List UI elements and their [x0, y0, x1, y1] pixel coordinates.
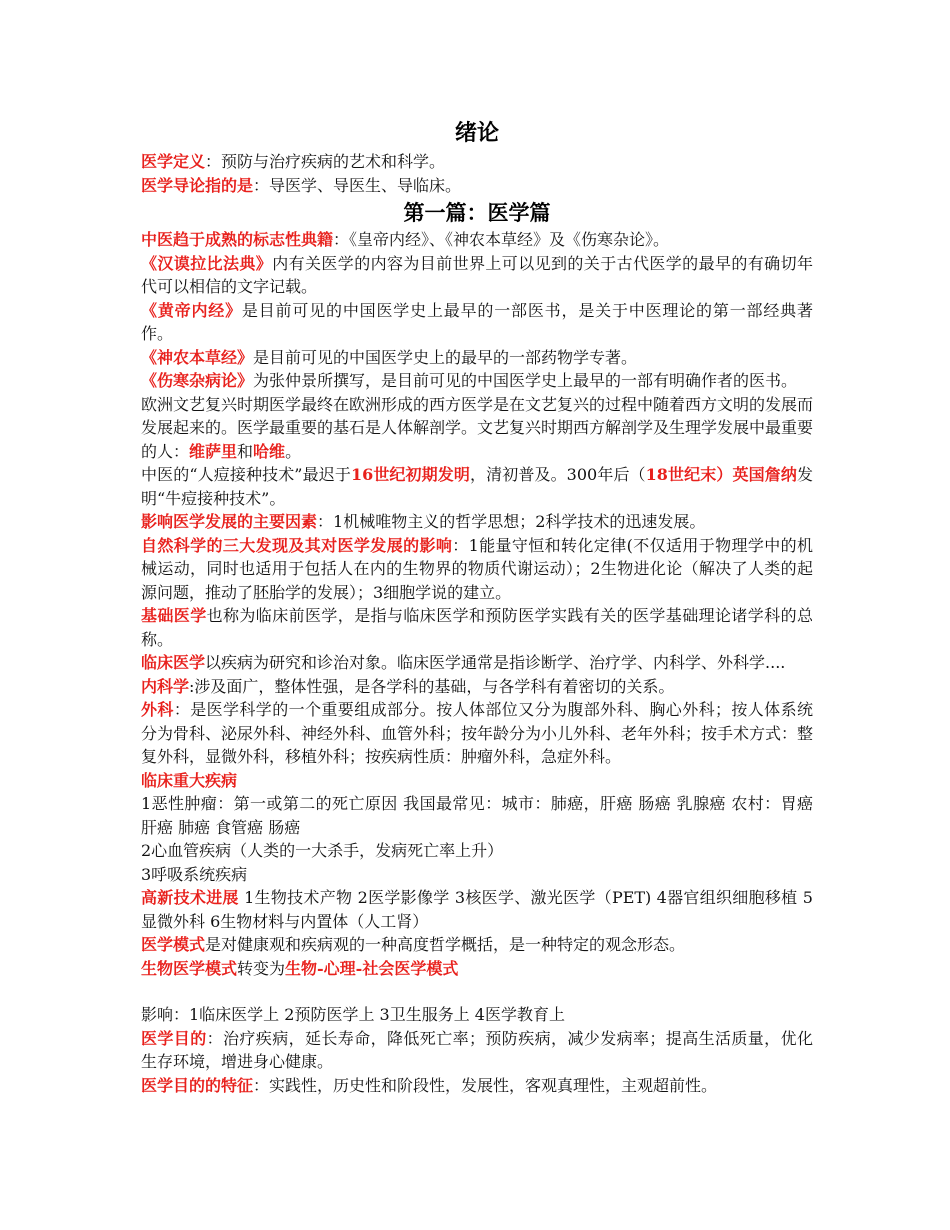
- paragraph: 影响：1临床医学上 2预防医学上 3卫生服务上 4医学教育上: [141, 1005, 565, 1024]
- term-label: 高新技术进展: [141, 888, 239, 907]
- paragraph: 《黄帝内经》是目前可见的中国医学史上最早的一部医书，是关于中医理论的第一部经典著作。: [141, 300, 813, 343]
- term-label: 《神农本草经》: [141, 347, 254, 367]
- highlight: 16世纪初期发明: [350, 465, 470, 484]
- paragraph: 临床医学以疾病为研究和诊治对象。临床医学通常是指诊断学、治疗学、内科学、外科学....: [141, 653, 786, 672]
- paragraph: 《伤寒杂病论》为张仲景所撰写，是目前可见的中国医学史上最早的一部有明确作者的医书。: [141, 371, 798, 390]
- term-label: 生物-心理-社会医学模式: [285, 958, 459, 978]
- paragraph: 3呼吸系统疾病: [141, 864, 248, 884]
- paragraph: 基础医学也称为临床前医学，是指与临床医学和预防医学实践有关的医学基础理论诸学科的总称。: [141, 606, 813, 649]
- paragraph: 中医趋于成熟的标志性典籍：《皇帝内经》、《神农本草经》及《伤寒杂论》。: [141, 230, 670, 249]
- term-label: 临床重大疾病: [141, 770, 238, 790]
- term-label: 内科学: [141, 676, 190, 696]
- term-label: 生物医学模式: [141, 958, 238, 978]
- paragraph: 2心血管疾病（人类的一大杀手，发病死亡率上升）: [141, 841, 504, 860]
- term-label: 外科: [141, 700, 174, 719]
- paragraph: 影响医学发展的主要因素：1机械唯物主义的哲学思想；2科学技术的迅速发展。: [141, 512, 706, 531]
- highlight: 维萨里: [189, 441, 238, 461]
- paragraph: 生物医学模式转变为生物-心理-社会医学模式: [141, 958, 459, 978]
- section-title: 第一篇：医学篇: [403, 200, 551, 225]
- term-label: 基础医学: [141, 606, 207, 625]
- document-page: [141, 110, 813, 1097]
- paragraph: 医学模式是对健康观和疾病观的一种高度哲学概括，是一种特定的观念形态。: [141, 935, 686, 954]
- term-label: 自然科学的三大发现及其对医学发展的影响: [141, 535, 453, 555]
- medicine-definition: 医学定义：预防与治疗疾病的艺术和科学。: [141, 152, 446, 171]
- paragraph: 医学目的：治疗疾病，延长寿命，降低死亡率；预防疾病，减少发病率；提高生活质量，优化生存环境，增进身心健康。: [141, 1028, 813, 1071]
- medicine-intro: 医学导论指的是：导医学、导医生、导临床。: [141, 175, 462, 195]
- paragraph: 医学目的的特征：实践性，历史性和阶段性，发展性，客观真理性，主观超前性。: [141, 1075, 718, 1095]
- paragraph: 1恶性肿瘤：第一或第二的死亡原因 我国最常见：城市：肺癌，肝癌 肠癌 乳腺癌 农村：胃癌 肝癌 肺癌 食管癌 肠癌: [141, 794, 813, 837]
- term-label: 医学目的的特征: [141, 1075, 254, 1095]
- paragraph: [141, 769, 813, 793]
- paragraph: 《神农本草经》是目前可见的中国医学史上的最早的一部药物学专著。: [141, 347, 638, 367]
- term-label: 《伤寒杂病论》: [141, 371, 254, 390]
- paragraph: 中医的“人痘接种技术”最迟于16世纪初期发明，清初普及。300年后（18世纪末）英国詹纳发明“牛痘接种技术”。: [141, 465, 813, 508]
- term-label: 临床医学: [141, 653, 206, 672]
- term-label: 医学导论指的是: [141, 175, 254, 195]
- term-label: 中医趋于成熟的标志性典籍: [141, 230, 334, 249]
- highlight: 哈维: [253, 441, 286, 461]
- paragraph: 外科：是医学科学的一个重要组成部分。按人体部位又分为腹部外科、胸心外科；按人体系统分为骨科、泌尿外科、神经外科、血管外科；按年龄分为小儿外科、老年外科；按手术方式：整复外科，显微外科，移植外科；按疾病性质：肿瘤外科，急症外科。: [141, 700, 814, 766]
- paragraph: 自然科学的三大发现及其对医学发展的影响：1能量守恒和转化定律(不仅适用于物理学中的机械运动，同时也适用于包括人在内的生物界的物质代谢运动）；2生物进化论（解决了人类的起源问题，推动了胚胎学的发展）；3细胞学说的建立。: [141, 535, 813, 602]
- paragraph: 欧洲文艺复兴时期医学最终在欧洲形成的西方医学是在文艺复兴的过程中随着西方文明的发展而发展起来的。医学最重要的基石是人体解剖学。文艺复兴时期西方解剖学及生理学发展中最重要的人：维萨里和哈维。: [141, 394, 814, 461]
- term-label: 医学模式: [141, 935, 206, 954]
- term-label: 《黄帝内经》: [141, 300, 242, 320]
- term-label: 影响医学发展的主要因素: [141, 512, 318, 531]
- chapter-title: 绪论: [454, 120, 499, 146]
- paragraph: 高新技术进展 1生物技术产物 2医学影像学 3核医学、激光医学（PET) 4器官组织细胞移植 5显微外科 6生物材料与内置体（人工肾）: [141, 888, 813, 931]
- term-label: 医学定义: [141, 152, 206, 171]
- term-label: 《汉谟拉比法典》: [141, 253, 273, 273]
- paragraph: 内科学:涉及面广，整体性强，是各学科的基础，与各学科有着密切的关系。: [141, 676, 675, 696]
- paragraph: 《汉谟拉比法典》内有关医学的内容为目前世界上可以见到的关于古代医学的最早的有确切年代可以相信的文字记载。: [141, 253, 813, 296]
- term-label: 医学目的: [141, 1028, 207, 1048]
- spacer: [141, 980, 813, 1003]
- highlight: 18世纪末）英国詹纳: [645, 465, 797, 484]
